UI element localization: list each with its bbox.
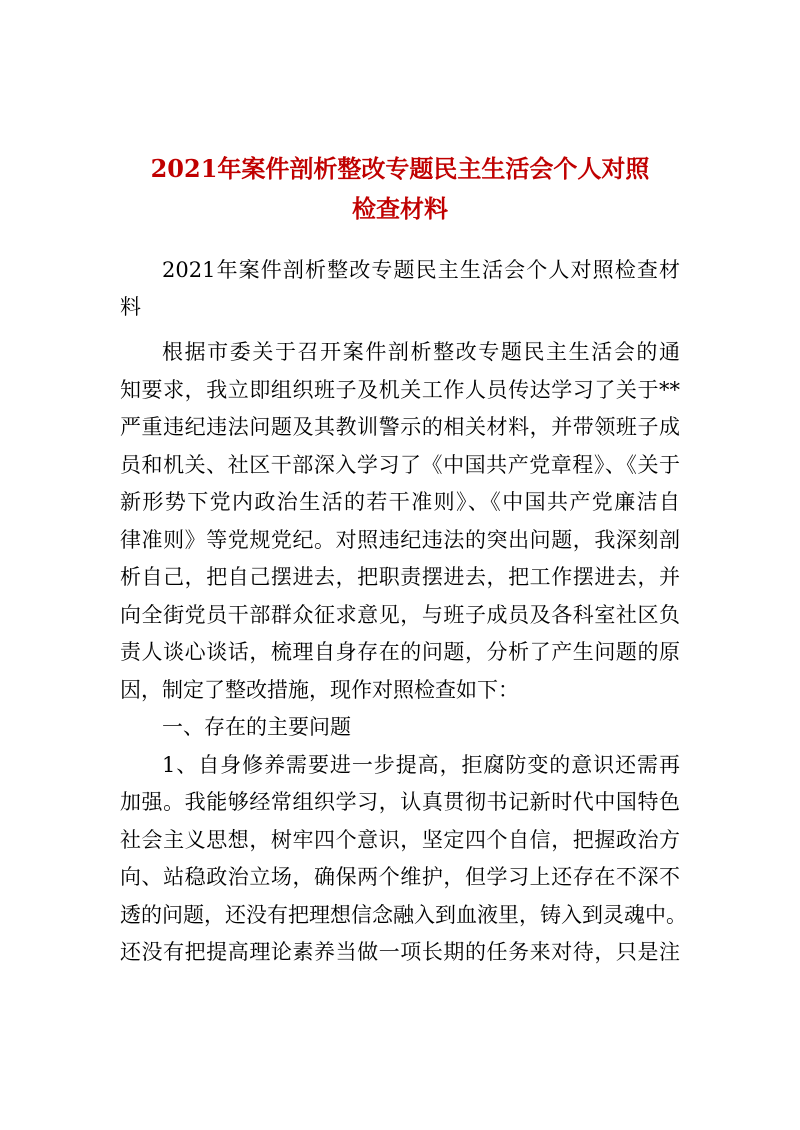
section-heading: 一、存在的主要问题	[162, 715, 351, 739]
paragraph1-line-2: 知要求，我立即组织班子及机关工作人员传达学习了关于**	[120, 378, 680, 402]
paragraph1-line-3: 严重违纪违法问题及其教训警示的相关材料，并带领班子成	[120, 415, 680, 439]
paragraph1-line-6: 律准则》等党规党纪。对照违纪违法的突出问题，我深刻剖	[120, 528, 680, 552]
subtitle-line-2: 料	[120, 295, 141, 319]
paragraph1-line-8: 向全街党员干部群众征求意见，与班子成员及各科室社区负	[120, 603, 680, 627]
paragraph1-line-4: 员和机关、社区干部深入学习了《中国共产党章程》、《关于	[120, 453, 680, 477]
paragraph1-line-9: 责人谈心谈话，梳理自身存在的问题，分析了产生问题的原	[120, 640, 680, 664]
document-title-line-2: 检查材料	[352, 194, 448, 223]
item1-line-2: 加强。我能够经常组织学习，认真贯彻书记新时代中国特色	[120, 790, 680, 814]
paragraph1-line-5: 新形势下党内政治生活的若干准则》、《中国共产党廉洁自	[120, 490, 680, 514]
item1-line-3: 社会主义思想，树牢四个意识，坚定四个自信，把握政治方	[120, 828, 680, 852]
item1-line-5: 透的问题，还没有把理想信念融入到血液里，铸入到灵魂中。	[120, 903, 687, 927]
subtitle-line-1: 2021年案件剖析整改专题民主生活会个人对照检查材	[162, 258, 680, 282]
item1-line-6: 还没有把提高理论素养当做一项长期的任务来对待，只是注	[120, 940, 680, 964]
item1-line-1: 1、自身修养需要进一步提高，拒腐防变的意识还需再	[162, 753, 680, 777]
paragraph1-line-1: 根据市委关于召开案件剖析整改专题民主生活会的通	[162, 340, 680, 364]
item1-line-4: 向、站稳政治立场，确保两个维护，但学习上还存在不深不	[120, 865, 680, 889]
document-title-line-1: 2021年案件剖析整改专题民主生活会个人对照	[150, 154, 650, 183]
paragraph1-line-7: 析自己，把自己摆进去，把职责摆进去，把工作摆进去，并	[120, 565, 680, 589]
paragraph1-line-10: 因，制定了整改措施，现作对照检查如下：	[120, 678, 519, 702]
